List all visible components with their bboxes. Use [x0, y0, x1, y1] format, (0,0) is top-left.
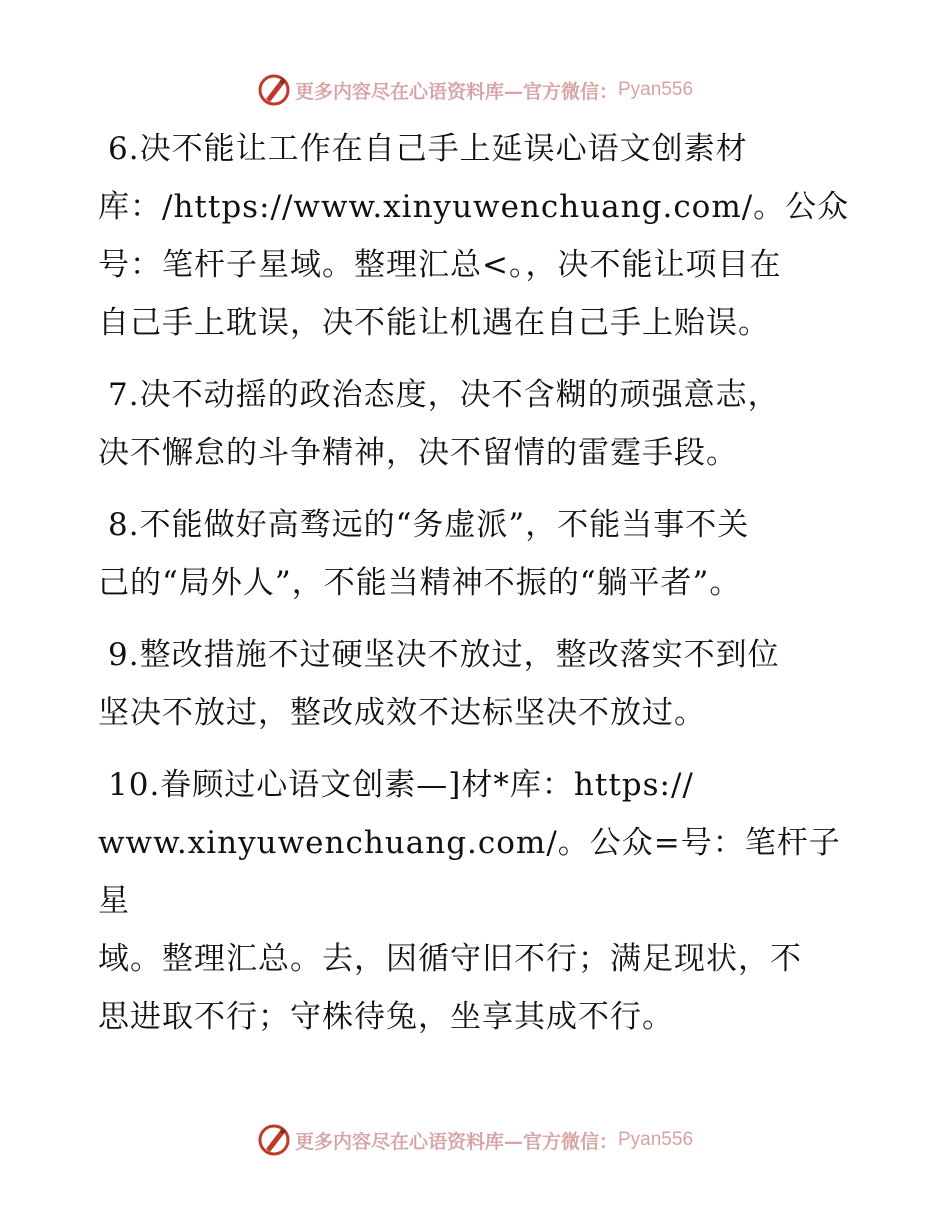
paragraph-9 [98, 626, 858, 742]
paragraph-line: 库：/https://www.xinyuwenchuang.com/。公众 [98, 189, 850, 225]
header-banner-text: 更多内容尽在心语资料库—官方微信： [294, 80, 618, 103]
paragraph-8 [98, 496, 858, 612]
paragraph-line: 9.整改措施不过硬坚决不放过，整改落实不到位 [108, 637, 780, 673]
paragraph-line: 7.决不动摇的政治态度，决不含糊的顽强意志， [108, 377, 780, 413]
footer-banner-id: Pyan556 [618, 1129, 694, 1150]
paragraph-line: 8.不能做好高骛远的“务虚派”，不能当事不关 [108, 507, 750, 543]
paragraph-line: 坚决不放过，整改成效不达标坚决不放过。 [98, 695, 706, 731]
paragraph-line: 10.眷顾过心语文创素—]材*库：https:// [108, 767, 694, 803]
paragraph-7 [98, 366, 858, 482]
document-body [98, 120, 858, 1060]
paragraph-line: 自己手上耽误，决不能让机遇在自己手上贻误。 [98, 305, 770, 341]
paragraph-line: 域。整理汇总。去，因循守旧不行；满足现状，不 [98, 941, 802, 977]
paragraph-line: 决不懈怠的斗争精神，决不留情的雷霆手段。 [98, 435, 738, 471]
paragraph-line: 号：笔杆子星域。整理汇总<。，决不能让项目在 [98, 247, 782, 283]
header-banner [0, 70, 950, 110]
pen-logo-icon [257, 73, 291, 107]
paragraph-line: 6.决不能让工作在自己手上延误心语文创素材 [108, 131, 748, 167]
pen-logo-icon [257, 1123, 291, 1157]
paragraph-line: 思进取不行；守株待兔，坐享其成不行。 [98, 999, 674, 1035]
paragraph-6 [98, 120, 858, 352]
header-banner-id: Pyan556 [618, 79, 694, 100]
paragraph-10 [98, 756, 858, 1046]
paragraph-line: www.xinyuwenchuang.com/。公众=号：笔杆子星 [98, 825, 841, 919]
footer-banner [0, 1120, 950, 1160]
paragraph-line: 己的“局外人”，不能当精神不振的“躺平者”。 [98, 565, 742, 601]
footer-banner-text: 更多内容尽在心语资料库—官方微信： [294, 1130, 618, 1153]
